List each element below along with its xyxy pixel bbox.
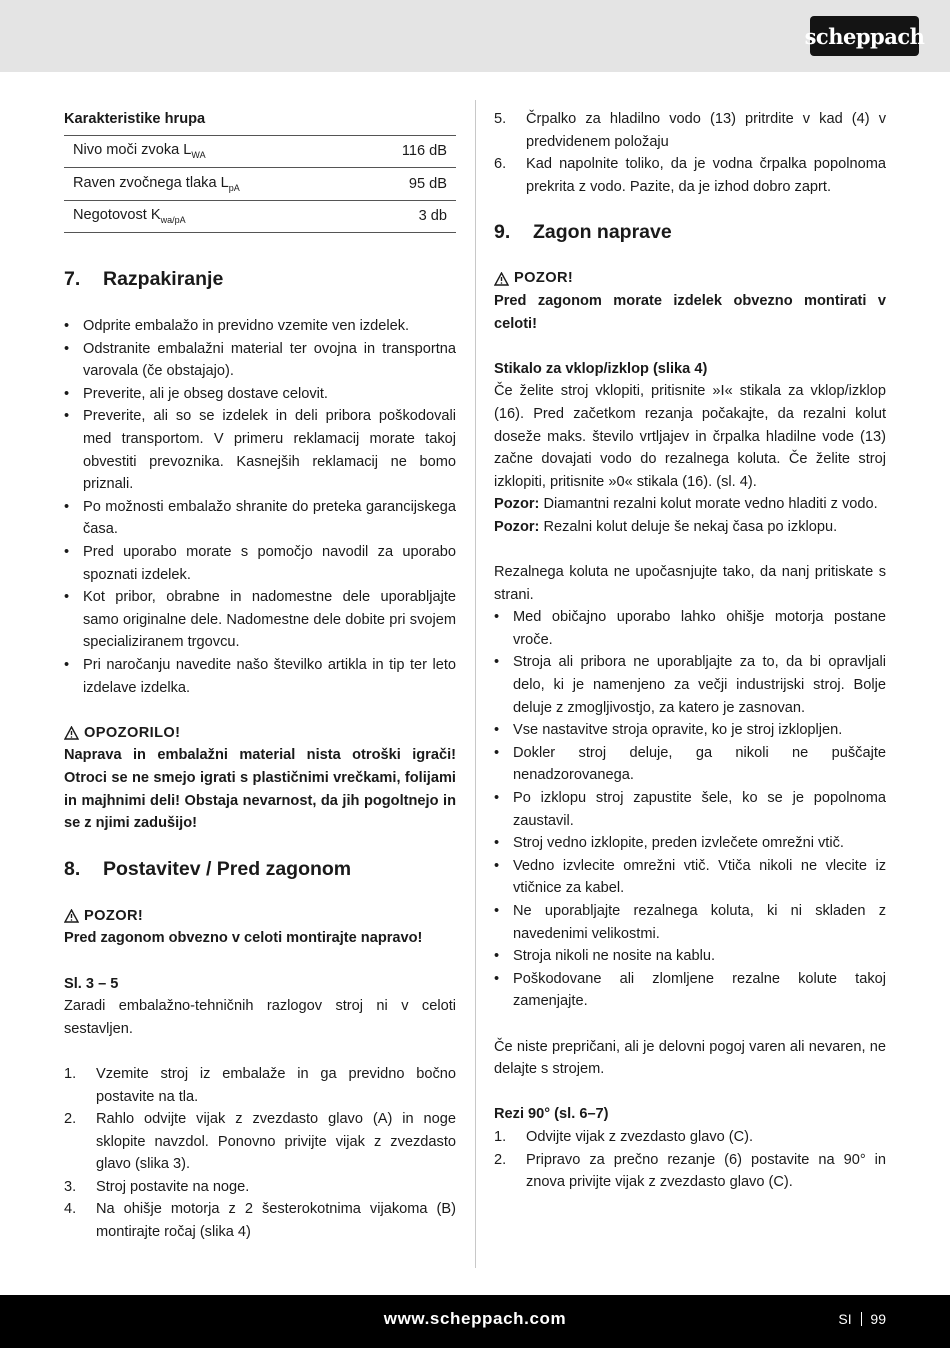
list-item: 5. Črpalko za hladilno vodo (13) pritrdite v kad (4) v predvidenem položaju: [494, 111, 886, 150]
switch-text: Če želite stroj vklopiti, pritisnite »I« stikala za vklop/izklop (16). Pred začetkom rezanja počakajte, da rezalni kolut doseže maks. število vrtljajev in črpalka hladilne vode (13) začne dovajati vodo do rezalnega koluta. Če želite stroj izklopiti, pritisnite »0« stikala (16). (sl. 4).: [494, 383, 886, 490]
list-item: • Odprite embalažo in previdno vzemite ven izdelek.: [64, 318, 410, 335]
list-item: • Odstranite embalažni material ter ovojna in transportna varovala (če obstajajo).: [64, 340, 456, 380]
noise-label: Negotovost $K_{wa/pA}$: [64, 200, 356, 233]
table-row: [64, 135, 456, 168]
doubt-text: Če niste prepričani, ali je delovni pogoj varen ali nevaren, ne delajte s strojem.: [494, 1038, 886, 1078]
list-item: 2. Rahlo odvijte vijak z zvezdasto glavo (A) in noge sklopite navzdol. Ponovno privijte vijak z zvezdasto glavo (slika 3).: [64, 1111, 456, 1173]
paragraph: Rezalnega koluta ne upočasnjujte tako, da nanj pritiskate s strani.: [494, 564, 886, 603]
list-item: • Po možnosti embalažo shranite do preteka garancijskega časa.: [64, 498, 456, 538]
caution-label: POZOR!: [494, 267, 886, 290]
noise-label: Raven zvočnega tlaka $L_{pA}$: [64, 168, 356, 201]
list-item: • Vse nastavitve stroja opravite, ko je stroj izklopljen.: [494, 722, 843, 739]
list-item: • Pri naročanju navedite našo številko artikla in tip ter leto izdelave izdelka.: [64, 657, 456, 696]
section-9-heading: 9. Zagon naprave: [494, 221, 672, 244]
list-item: • Pred uporabo morate s pomočjo navodil za uporabo spoznati izdelek.: [64, 544, 456, 583]
figure-reference: Sl. 3 – 5: [64, 975, 119, 992]
list-item: • Stroj vedno izklopite, preden izvlečete omrežni vtič.: [494, 835, 844, 852]
column-divider: [475, 100, 476, 1268]
table-row: [64, 168, 456, 201]
section-7-heading: 7. Razpakiranje: [64, 268, 224, 291]
list-item: • Preverite, ali so se izdelek in deli pribora poškodovali med transportom. V primeru reklamacij morate takoj obvestiti prevoznika. Kasnejših reklamacij ne bomo priznali.: [64, 408, 456, 493]
warning-triangle-icon: [64, 726, 79, 740]
left-column: [64, 108, 456, 1244]
caution-text: Pred zagonom obvezno v celoti montirajte napravo!: [64, 930, 423, 947]
noise-table: [64, 135, 456, 234]
page-indicator: SI 99: [838, 1311, 886, 1327]
list-item: • Stroja ali pribora ne uporabljajte za to, da bi opravljali delo, ki je namenjeno za večji industrijski stroj. Bolje deluje z zmogljivostjo, za katero je zasnovan.: [494, 654, 886, 716]
list-item: 2. Pripravo za prečno rezanje (6) postavite na 90° in znova privijte vijak z zvezdasto glavo (C).: [494, 1151, 886, 1191]
safety-list: [494, 606, 886, 1013]
assembly-steps: [64, 1063, 456, 1244]
section-8-heading: 8. Postavitev / Pred zagonom: [64, 857, 352, 880]
warning-text: Naprava in embalažni material nista otroški igrači! Otroci se ne smejo igrati s plastičnimi vrečkami, folijami in majhnimi deli! Obstaja nevarnost, da jih pogoltnejo in se z njimi zadušijo!: [64, 747, 456, 832]
list-item: • Vedno izvlecite omrežni vtič. Vtiča nikoli ne vlecite iz vtičnice za kabel.: [494, 857, 886, 897]
list-item: 4. Na ohišje motorja z 2 šesterokotnima vijakoma (B) montirajte ročaj (slika 4): [64, 1201, 456, 1241]
list-item: 3. Stroj postavite na noge.: [64, 1178, 250, 1195]
header-bar: [0, 0, 950, 72]
website-link[interactable]: www.scheppach.com: [383, 1309, 567, 1328]
warning-label: OPOZORILO!: [64, 722, 456, 745]
list-item: • Stroja nikoli ne nosite na kablu.: [494, 948, 716, 965]
right-column: [494, 108, 886, 1194]
list-item: 1. Vzemite stroj iz embalaže in ga previdno bočno postavite na tla.: [64, 1065, 456, 1105]
caution-text: Pred zagonom morate izdelek obvezno montirati v celoti!: [494, 292, 886, 332]
list-item: • Preverite, ali je obseg dostave celovit.: [64, 385, 328, 402]
scheppach-logo: scheppach: [810, 16, 919, 56]
list-item: • Kot pribor, obrabne in nadomestne dele uporabljajte samo originalne dele. Nadomestne dele dobite pri svojem specializiranem trgovcu.: [64, 589, 456, 651]
cuts-heading: Rezi 90° (sl. 6–7): [494, 1106, 609, 1123]
list-item: • Poškodovane ali zlomljene rezalne kolute takoj zamenjajte.: [494, 970, 886, 1010]
noise-value: 116 dB: [356, 135, 456, 168]
warning-triangle-icon: [494, 272, 509, 286]
table-row: [64, 200, 456, 233]
list-item: • Po izklopu stroj zapustite šele, ko se je popolnoma zaustavil.: [494, 790, 886, 829]
footer-bar: [0, 1295, 950, 1348]
switch-heading: Stikalo za vklop/izklop (slika 4): [494, 360, 708, 377]
warning-triangle-icon: [64, 909, 79, 923]
section-7-list: [64, 315, 456, 699]
noise-value: 3 db: [356, 200, 456, 233]
list-item: 6. Kad napolnite toliko, da je vodna črpalka popolnoma prekrita z vodo. Pazite, da je izhod dobro zaprt.: [494, 156, 886, 195]
note-1: Pozor: Diamantni rezalni kolut morate vedno hladiti z vodo.: [494, 496, 878, 513]
cuts-steps: [494, 1126, 886, 1194]
caution-label: POZOR!: [64, 905, 456, 928]
intro-text: Zaradi embalažno-tehničnih razlogov stroj ni v celoti sestavljen.: [64, 998, 456, 1037]
list-item: • Ne uporabljajte rezalnega koluta, ki ni skladen z navedenimi velikostmi.: [494, 903, 886, 942]
noise-label: Nivo moči zvoka $L_{WA}$: [64, 135, 356, 168]
list-item: • Med običajno uporabo lahko ohišje motorja postane vroče.: [494, 609, 886, 648]
list-item: 1. Odvijte vijak z zvezdasto glavo (C).: [494, 1128, 754, 1145]
noise-value: 95 dB: [356, 168, 456, 201]
assembly-steps-continued: [494, 108, 886, 198]
noise-title: Karakteristike hrupa: [64, 111, 206, 127]
note-2: Pozor: Rezalni kolut deluje še nekaj časa po izklopu.: [494, 518, 838, 535]
list-item: • Dokler stroj deluje, ga nikoli ne puščajte nenadzorovanega.: [494, 744, 886, 784]
